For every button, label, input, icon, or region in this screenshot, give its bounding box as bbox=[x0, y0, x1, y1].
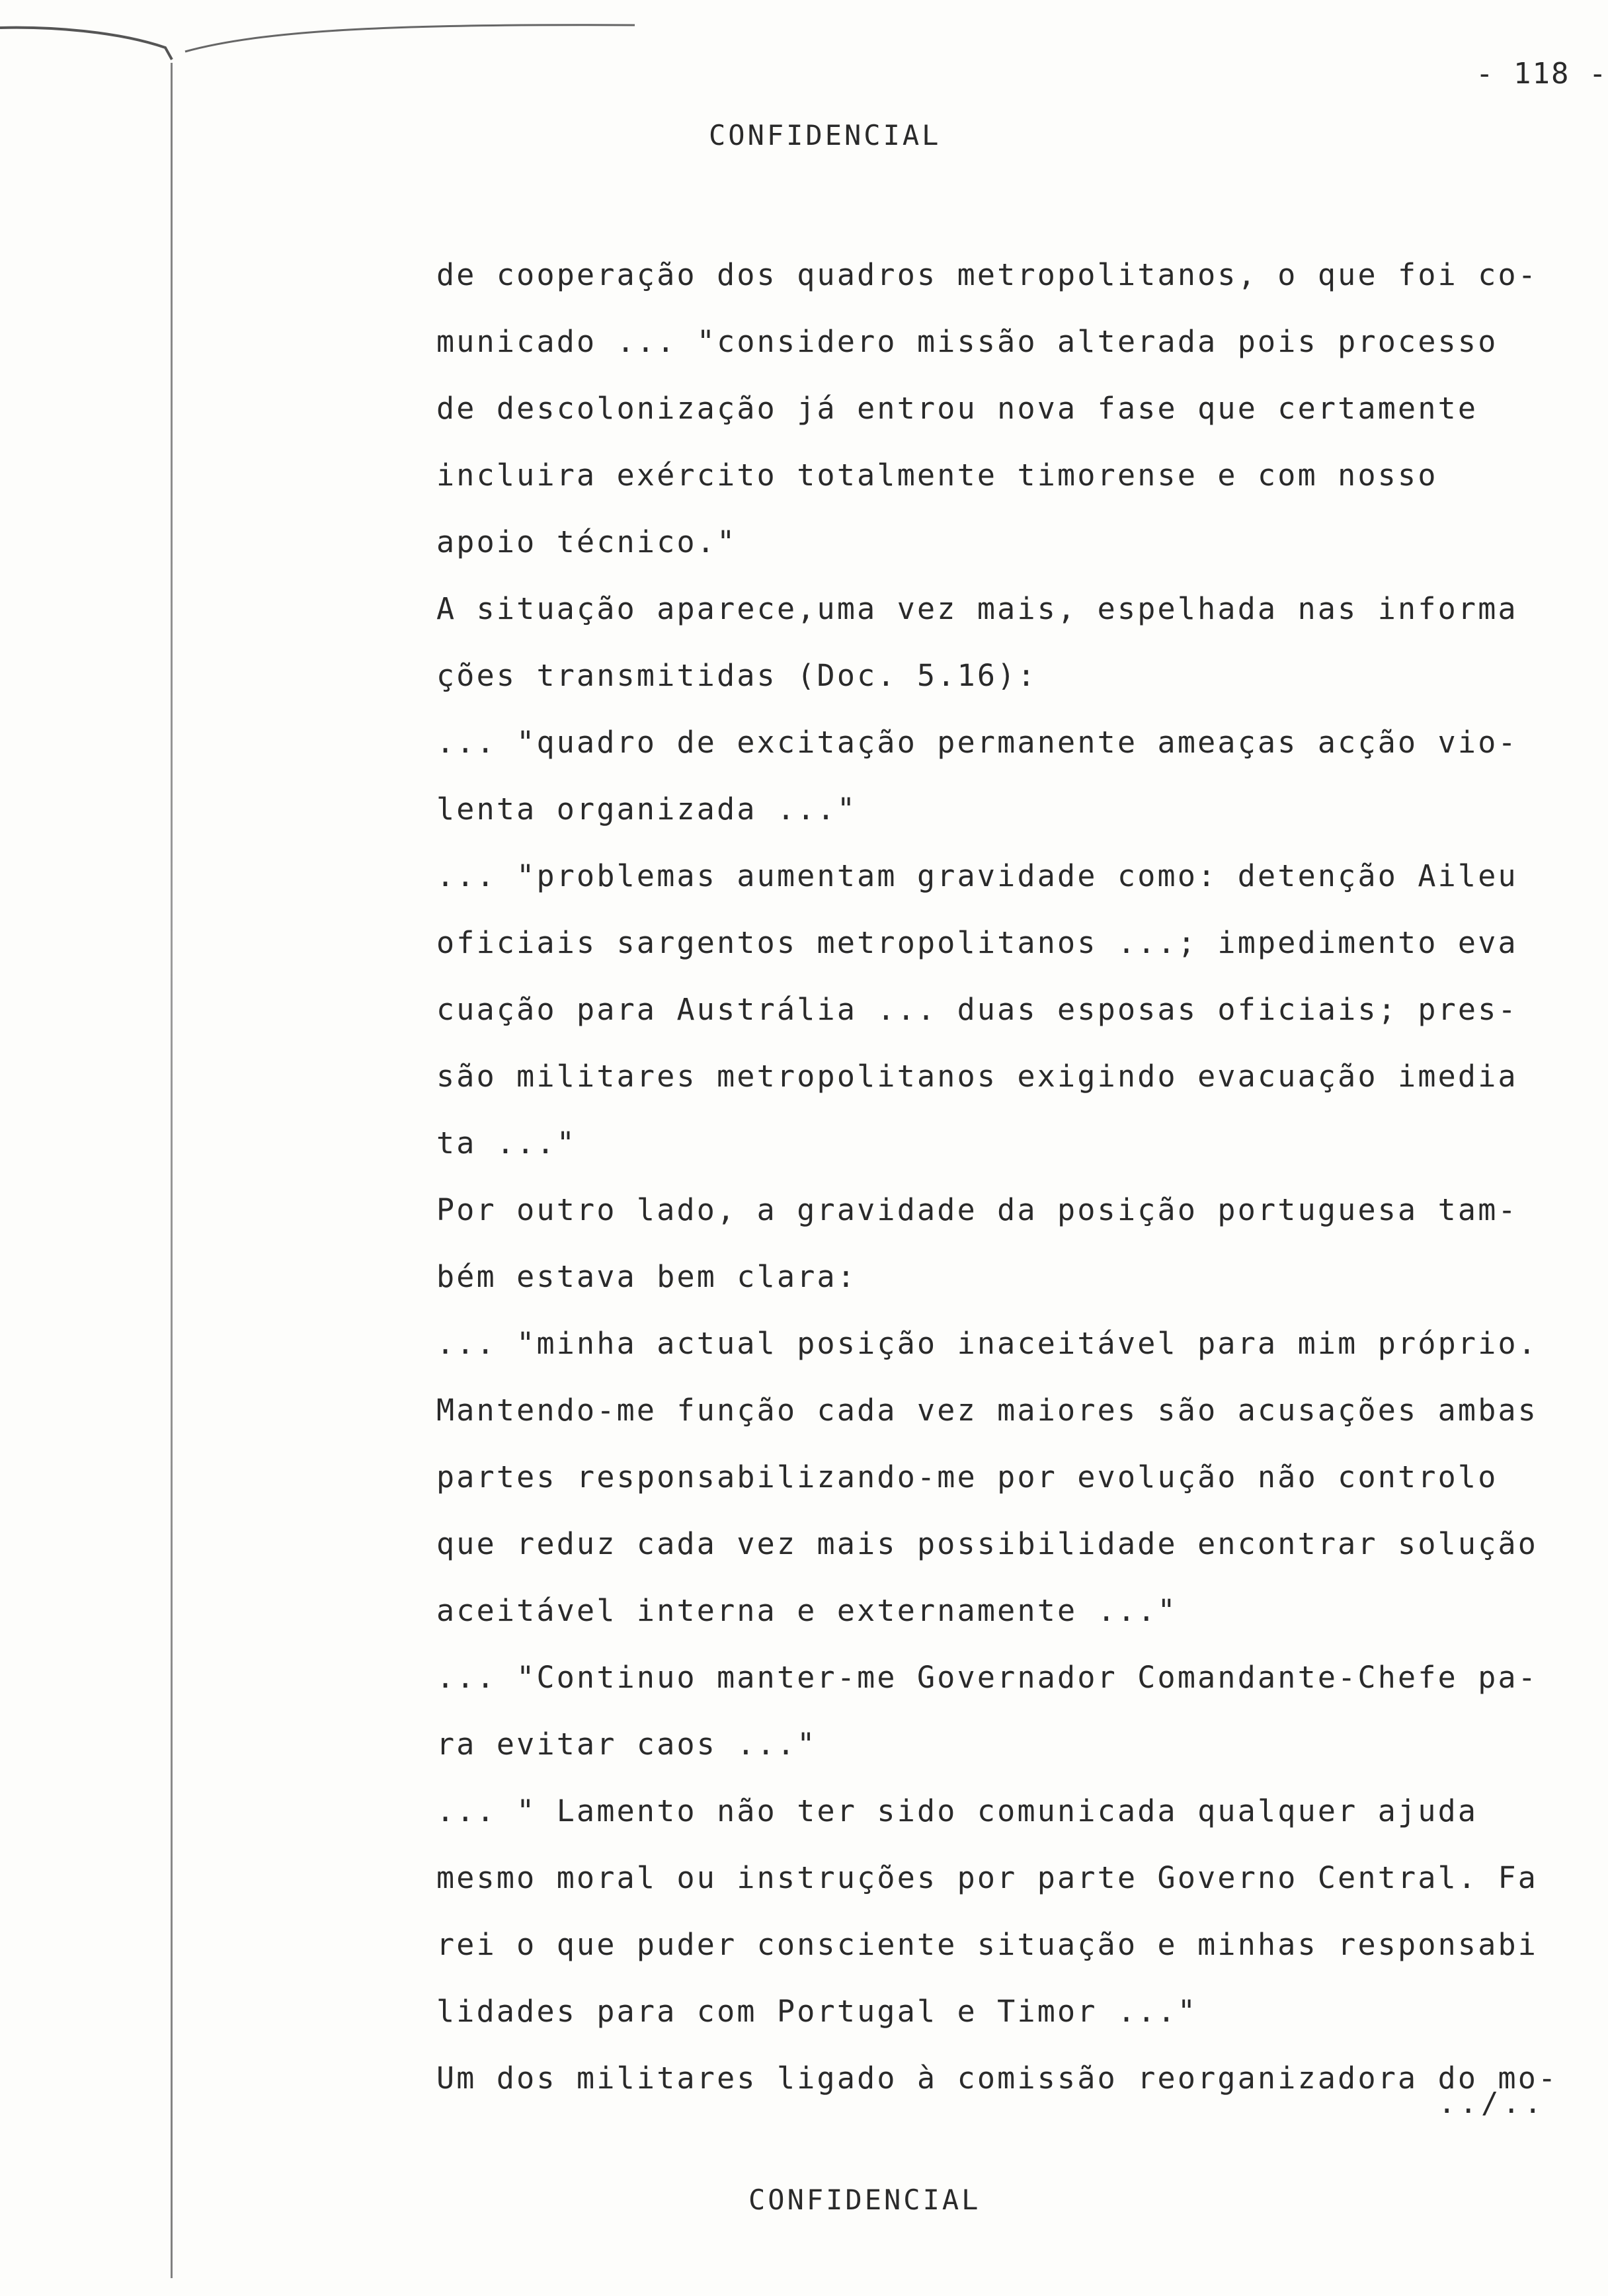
binding-stroke-decoration bbox=[0, 0, 648, 79]
text-line: incluira exército totalmente timorense e com nosso bbox=[436, 458, 1438, 493]
text-line: são militares metropolitanos exigindo evacuação imedia bbox=[436, 1059, 1518, 1094]
text-line: ta ..." bbox=[436, 1126, 577, 1161]
text-line: ... "problemas aumentam gravidade como: detenção Aileu bbox=[436, 858, 1518, 893]
text-line: de cooperação dos quadros metropolitanos, o que foi co- bbox=[436, 257, 1539, 292]
text-line: ... "minha actual posição inaceitável para mim próprio. bbox=[436, 1326, 1539, 1361]
text-line: ra evitar caos ..." bbox=[436, 1727, 817, 1762]
text-line: de descolonização já entrou nova fase que certamente bbox=[436, 391, 1478, 426]
text-line: cuação para Austrália ... duas esposas oficiais; pres- bbox=[436, 992, 1518, 1027]
text-line: ... "quadro de excitação permanente ameaças acção vio- bbox=[436, 725, 1518, 760]
text-line: Mantendo-me função cada vez maiores são acusações ambas bbox=[436, 1393, 1539, 1428]
text-line: ... "Continuo manter-me Governador Comandante-Chefe pa- bbox=[436, 1660, 1539, 1695]
text-line: lenta organizada ..." bbox=[436, 792, 858, 827]
text-line: partes responsabilizando-me por evolução não controlo bbox=[436, 1459, 1498, 1495]
text-line: que reduz cada vez mais possibilidade encontrar solução bbox=[436, 1526, 1539, 1561]
text-line: bém estava bem clara: bbox=[436, 1259, 858, 1294]
text-line: apoio técnico." bbox=[436, 524, 737, 559]
text-line: rei o que puder consciente situação e minhas responsabi bbox=[436, 1927, 1539, 1962]
classification-footer: CONFIDENCIAL bbox=[748, 2184, 981, 2216]
text-line: municado ... "considero missão alterada pois processo bbox=[436, 324, 1498, 359]
text-line: Por outro lado, a gravidade da posição portuguesa tam- bbox=[436, 1192, 1518, 1227]
body-text bbox=[436, 241, 1574, 2112]
text-line: oficiais sargentos metropolitanos ...; impedimento eva bbox=[436, 925, 1518, 960]
text-line: mesmo moral ou instruções por parte Governo Central. Fa bbox=[436, 1860, 1539, 1895]
classification-header: CONFIDENCIAL bbox=[709, 119, 942, 151]
text-line: ... " Lamento não ter sido comunicada qualquer ajuda bbox=[436, 1793, 1478, 1828]
text-line: Um dos militares ligado à comissão reorganizadora do mo- bbox=[436, 2061, 1558, 2096]
text-line: A situação aparece,uma vez mais, espelhada nas informa bbox=[436, 591, 1518, 626]
continuation-mark: ../.. bbox=[1438, 2086, 1546, 2120]
binding-margin-line bbox=[171, 63, 173, 2278]
text-line: lidades para com Portugal e Timor ..." bbox=[436, 1994, 1198, 2029]
text-line: aceitável interna e externamente ..." bbox=[436, 1593, 1178, 1628]
page-number: - 118 - bbox=[1476, 57, 1608, 91]
text-line: ções transmitidas (Doc. 5.16): bbox=[436, 658, 1037, 693]
